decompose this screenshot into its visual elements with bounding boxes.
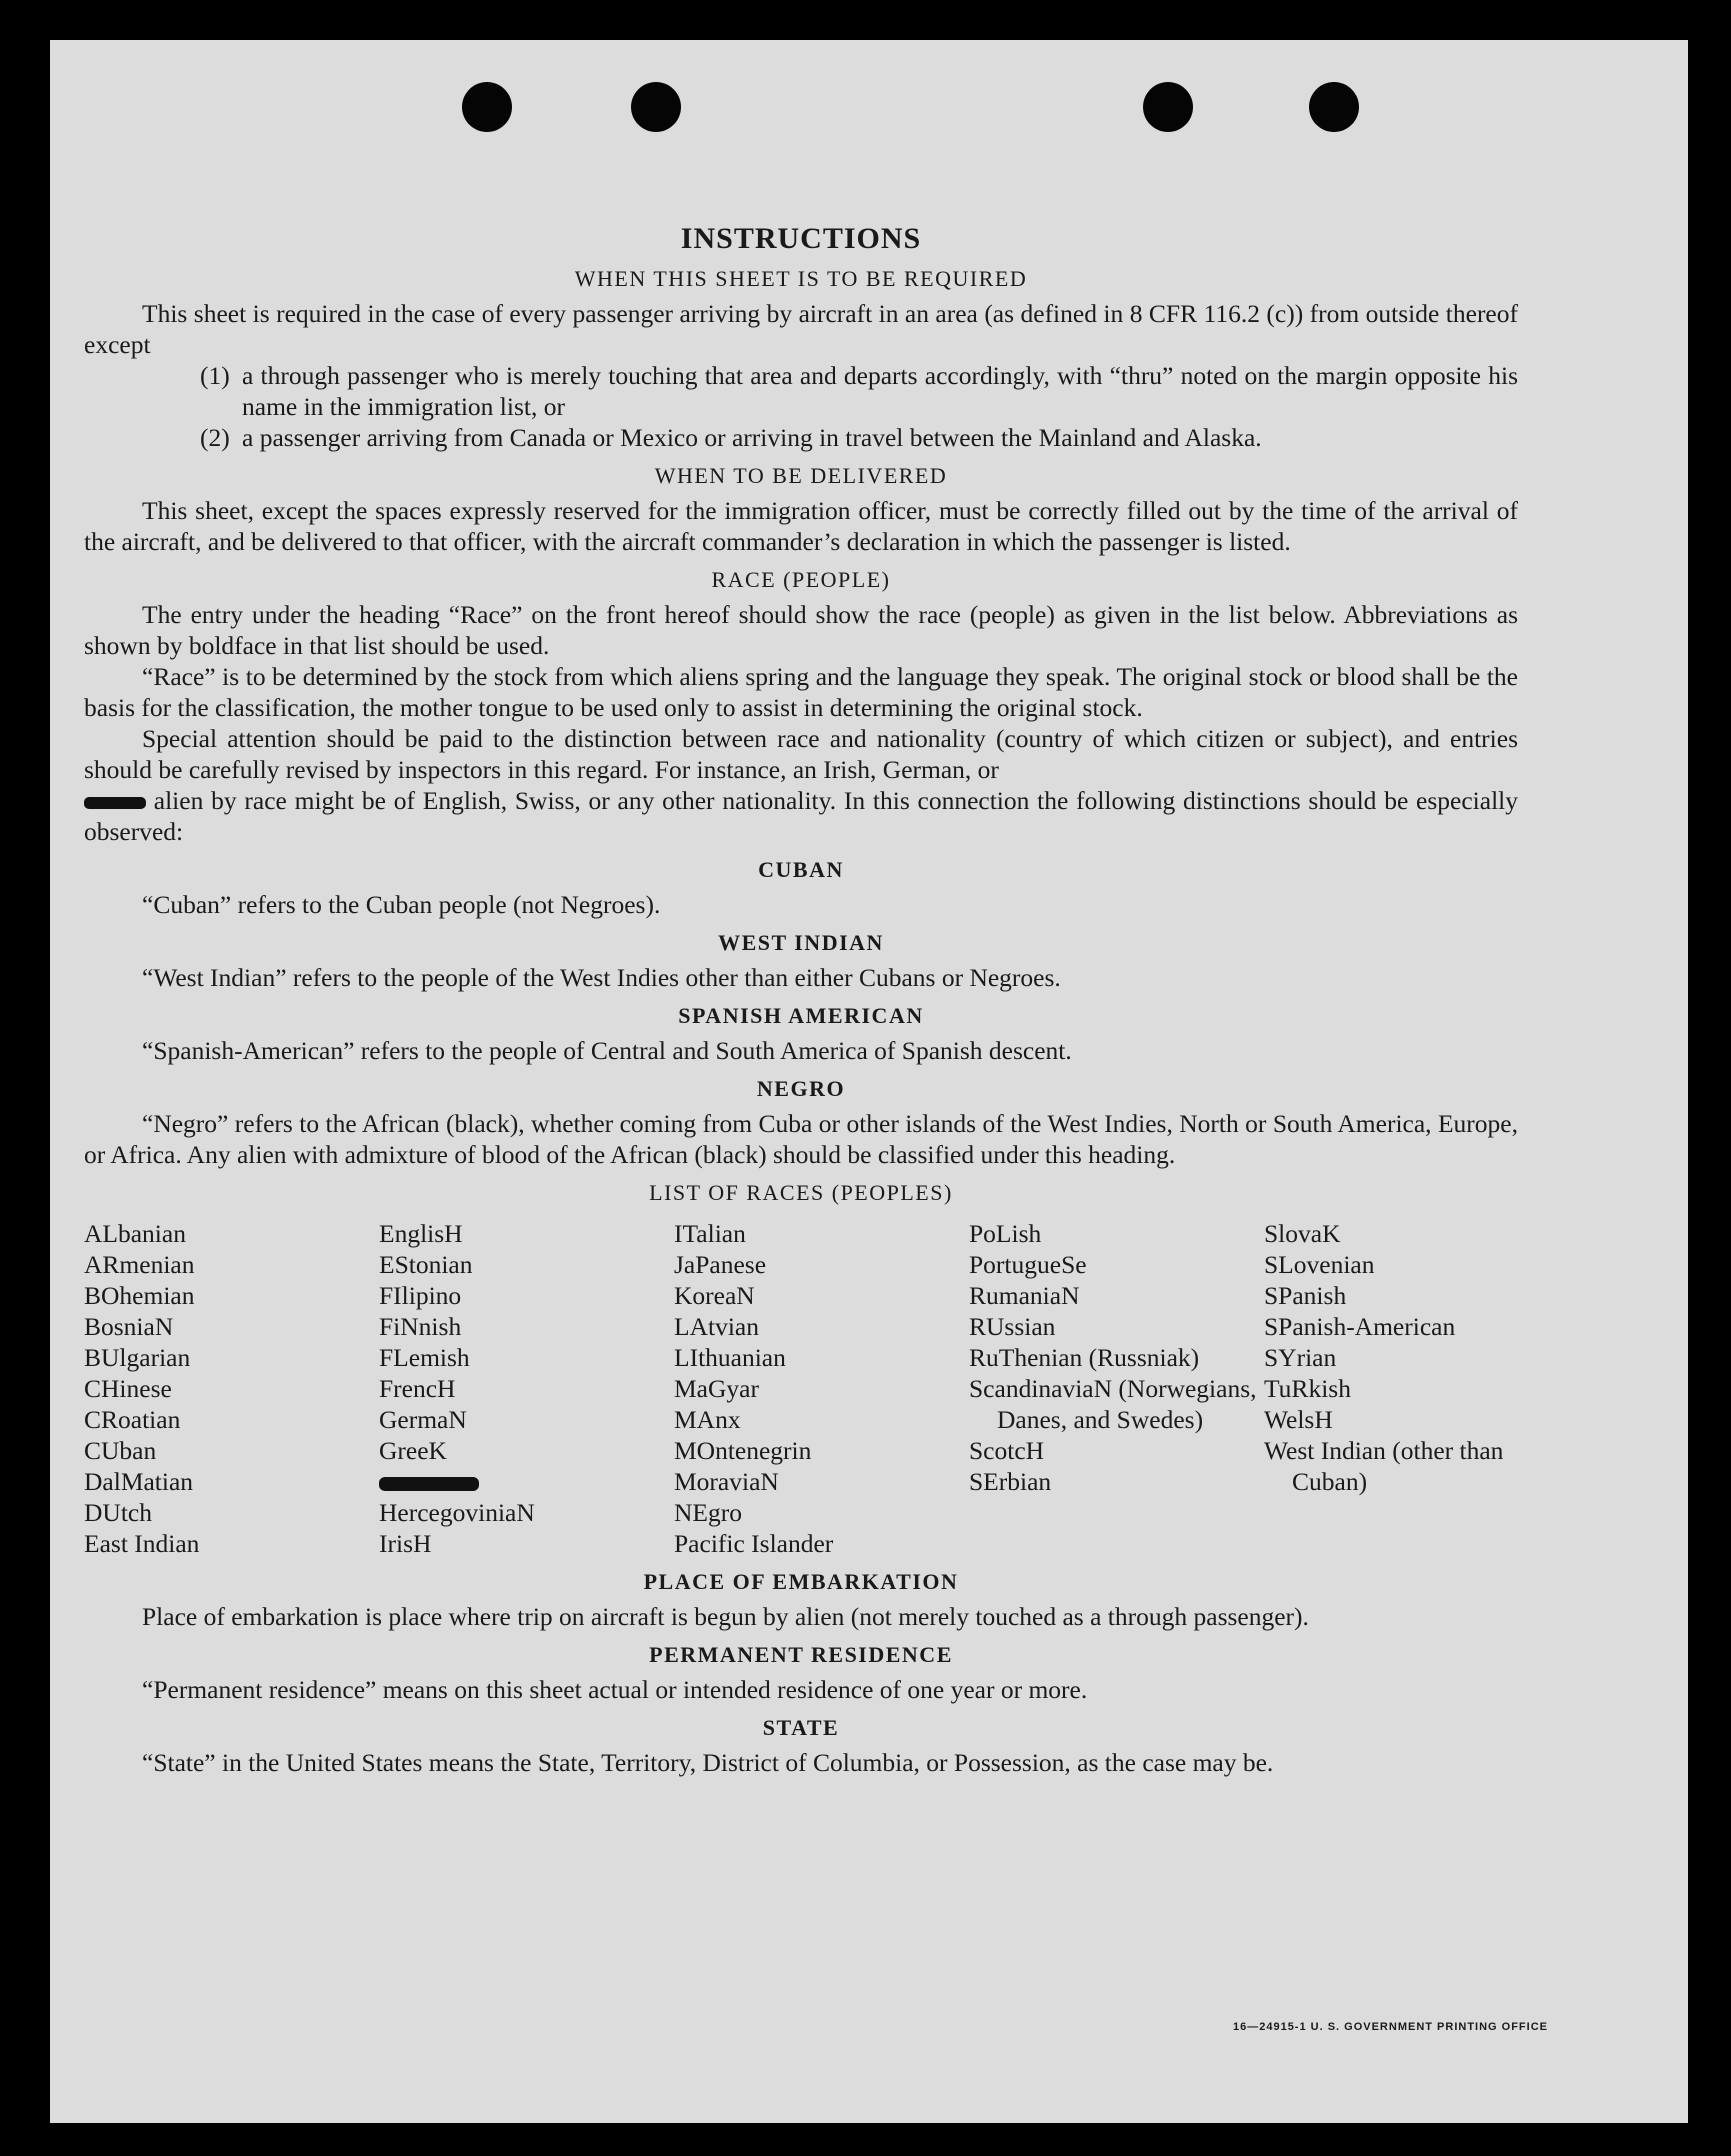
race-list-column: [84, 1218, 379, 1559]
section-heading-state: STATE: [762, 1715, 840, 1740]
race-entry: MaGyar: [674, 1374, 759, 1403]
race-entry: ALbanian: [84, 1219, 186, 1248]
race-entry: TuRkish: [1264, 1374, 1351, 1403]
race-entry: MOntenegrin: [674, 1436, 812, 1465]
race-entry: FLemish: [379, 1343, 470, 1372]
race-entry: SLovenian: [1264, 1250, 1375, 1279]
race-entry: RuThenian (Russniak): [969, 1343, 1200, 1372]
race-entry: JaPanese: [674, 1250, 767, 1279]
race-entry: East Indian: [84, 1529, 200, 1558]
punch-hole: [462, 82, 512, 132]
section-heading-cuban: CUBAN: [758, 857, 844, 882]
section-heading-list-of-races: LIST OF RACES (PEOPLES): [649, 1180, 953, 1205]
cuban-text: “Cuban” refers to the Cuban people (not Negroes).: [142, 890, 661, 919]
punch-hole: [1143, 82, 1193, 132]
residence-text: “Permanent residence” means on this sheet actual or intended residence of one year or more.: [142, 1675, 1088, 1704]
race-entry: FiNnish: [379, 1312, 462, 1341]
race-entry: EStonian: [379, 1250, 473, 1279]
west-indian-text: “West Indian” refers to the people of the West Indies other than either Cubans or Negroes.: [142, 963, 1061, 992]
race-entry: GermaN: [379, 1405, 467, 1434]
race-entry: LIthuanian: [674, 1343, 786, 1372]
race-entry: West Indian (other than Cuban): [1264, 1436, 1504, 1496]
race-entry: SPanish-American: [1264, 1312, 1456, 1341]
race-entry: PoLish: [969, 1219, 1042, 1248]
race-entry: NEgro: [674, 1498, 742, 1527]
race-entry: BosniaN: [84, 1312, 174, 1341]
page-title: INSTRUCTIONS: [680, 222, 922, 255]
race-entry: SErbian: [969, 1467, 1052, 1496]
race-entry: ARmenian: [84, 1250, 195, 1279]
race-list-column: [674, 1218, 969, 1559]
race-entry: RUssian: [969, 1312, 1056, 1341]
instructions-body: [84, 180, 1518, 1778]
race-entry: CRoatian: [84, 1405, 181, 1434]
race-entry: BUlgarian: [84, 1343, 191, 1372]
race-entry: IrisH: [379, 1529, 432, 1558]
section-heading-residence: PERMANENT RESIDENCE: [649, 1642, 953, 1667]
race-paragraph-2: “Race” is to be determined by the stock from which aliens spring and the language they speak. The original stock or blood shall be the basis for the classification, the mother tongue to be used only to assist in determining the original stock.: [84, 662, 1518, 722]
race-entry: DalMatian: [84, 1467, 194, 1496]
embarkation-text: Place of embarkation is place where trip on aircraft is begun by alien (not merely touched as a through passenger).: [142, 1602, 1309, 1631]
document-sheet: [50, 40, 1688, 2123]
race-entry: BOhemian: [84, 1281, 195, 1310]
race-entry: HercegoviniaN: [379, 1498, 535, 1527]
printer-imprint: 16—24915-1 U. S. GOVERNMENT PRINTING OFFICE: [1232, 2021, 1548, 2033]
race-entry: CHinese: [84, 1374, 172, 1403]
section-heading-west-indian: WEST INDIAN: [718, 930, 884, 955]
race-entry: ITalian: [674, 1219, 746, 1248]
race-list-column: [1264, 1218, 1559, 1559]
race-entry: LAtvian: [674, 1312, 759, 1341]
race-entry: WelsH: [1264, 1405, 1333, 1434]
race-list-column: [379, 1218, 674, 1559]
exception-item: (1) a through passenger who is merely touching that area and departs accordingly, with “thru” noted on the margin opposite his name in the immigration list, or: [200, 361, 1518, 421]
race-entry: Pacific Islander: [674, 1529, 834, 1558]
race-entry: CUban: [84, 1436, 157, 1465]
section-heading-delivered: WHEN TO BE DELIVERED: [654, 463, 948, 488]
section-heading-spanish-american: SPANISH AMERICAN: [678, 1003, 924, 1028]
required-intro: This sheet is required in the case of every passenger arriving by aircraft in an area (as defined in 8 CFR 116.2 (c)) from outside thereof except: [84, 299, 1518, 359]
race-entry: KoreaN: [674, 1281, 755, 1310]
section-heading-race: RACE (PEOPLE): [711, 567, 891, 592]
section-heading-embarkation: PLACE OF EMBARKATION: [643, 1569, 959, 1594]
race-entry: GreeK: [379, 1436, 447, 1465]
punch-hole: [1309, 82, 1359, 132]
race-entry: SYrian: [1264, 1343, 1337, 1372]
delivered-text: This sheet, except the spaces expressly reserved for the immigration officer, must be correctly filled out by the time of the arrival of the aircraft, and be delivered to that officer, with the aircraft commander’s declaration in which the passenger is listed.: [84, 496, 1518, 556]
race-paragraph-1: The entry under the heading “Race” on the front hereof should show the race (people) as given in the list below. Abbreviations as shown by boldface in that list should be used.: [84, 600, 1518, 660]
race-list: [84, 1218, 1518, 1559]
race-entry: PortugueSe: [969, 1250, 1087, 1279]
section-heading-required: WHEN THIS SHEET IS TO BE REQUIRED: [574, 266, 1028, 291]
section-heading-negro: NEGRO: [756, 1076, 846, 1101]
redaction-mark: [84, 797, 146, 809]
negro-text: “Negro” refers to the African (black), whether coming from Cuba or other islands of the West Indies, North or South America, Europe, or Africa. Any alien with admixture of blood of the African (black) should be classified under this heading.: [84, 1109, 1518, 1169]
race-entry: FIlipino: [379, 1281, 462, 1310]
race-entry: SlovaK: [1264, 1219, 1341, 1248]
race-entry: SPanish: [1264, 1281, 1347, 1310]
race-entry: MoraviaN: [674, 1467, 779, 1496]
race-entry: MAnx: [674, 1405, 741, 1434]
state-text: “State” in the United States means the State, Territory, District of Columbia, or Possession, as the case may be.: [142, 1748, 1274, 1777]
punch-hole: [631, 82, 681, 132]
race-entry: ScandinaviaN (Norwegians, Danes, and Swedes): [969, 1374, 1257, 1434]
race-entry: FrencH: [379, 1374, 456, 1403]
redaction-mark: [379, 1477, 479, 1491]
race-entry: RumaniaN: [969, 1281, 1080, 1310]
race-entry: EnglisH: [379, 1219, 463, 1248]
spanish-american-text: “Spanish-American” refers to the people of Central and South America of Spanish descent.: [142, 1036, 1072, 1065]
race-entry: ScotcH: [969, 1436, 1045, 1465]
race-paragraph-3: Special attention should be paid to the distinction between race and nationality (country of which citizen or subject), and entries should be carefully revised by inspectors in this regard. For instance, an Irish, German, or alien by race might be of English, Swiss, or any other nationality. In this connection the following distinctions should be especially observed:: [84, 724, 1518, 846]
redacted-entry: [379, 1466, 674, 1497]
race-entry: DUtch: [84, 1498, 152, 1527]
exception-item: (2) a passenger arriving from Canada or Mexico or arriving in travel between the Mainland and Alaska.: [200, 423, 1262, 452]
race-list-column: [969, 1218, 1264, 1559]
